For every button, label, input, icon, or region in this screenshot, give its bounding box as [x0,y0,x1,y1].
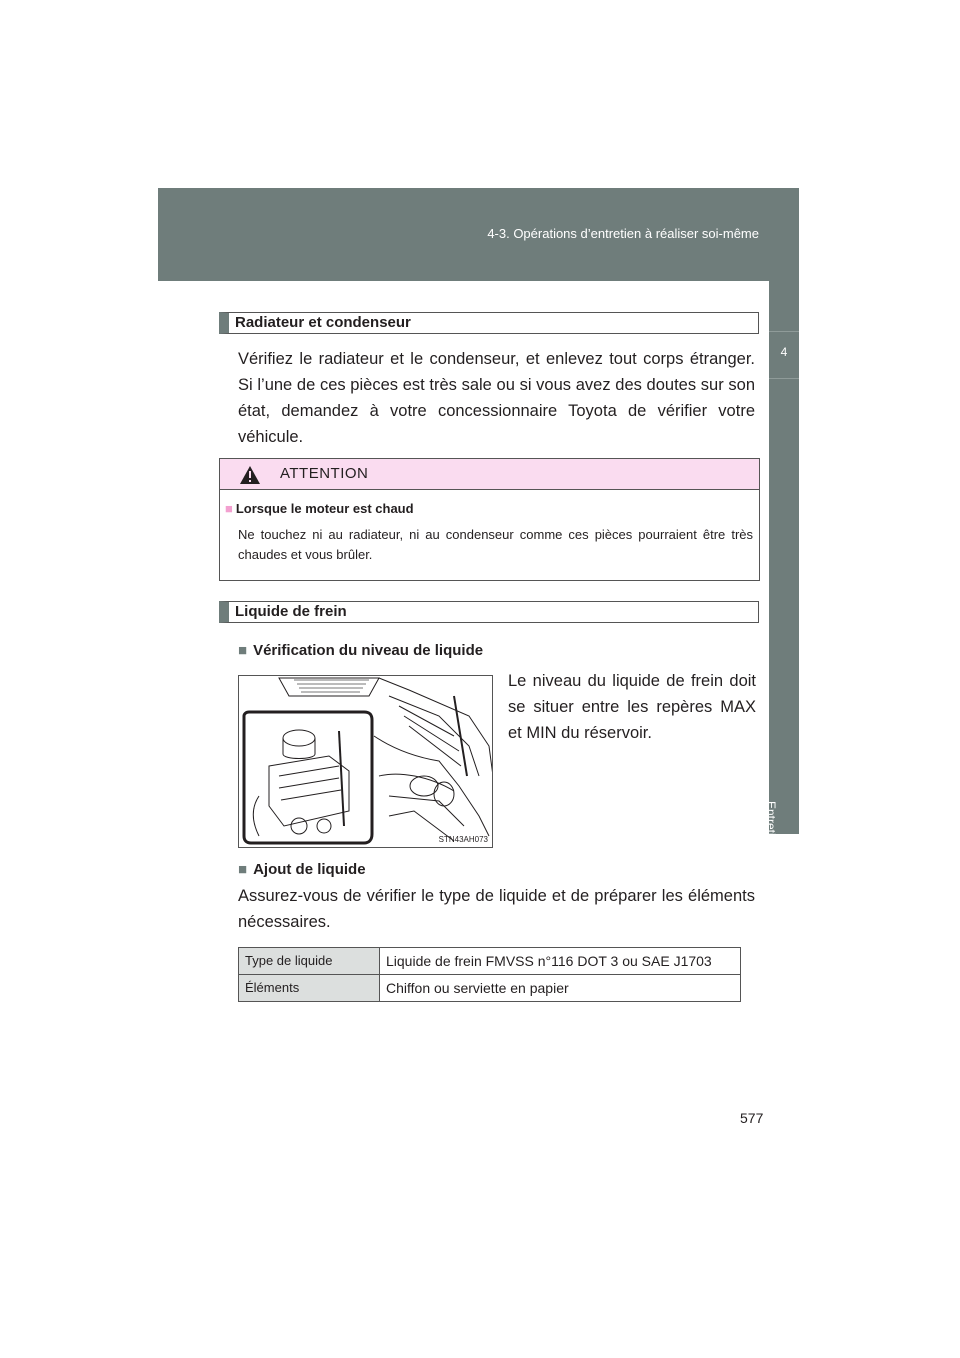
caution-box [219,458,760,581]
chapter-number: 4 [780,345,788,359]
chapter-side-tab [764,281,799,894]
square-bullet-icon: ■ [238,642,248,659]
page-number: 577 [740,1110,764,1126]
header-band [158,188,799,281]
table-key-cell: Éléments [239,975,380,1002]
chapter-label: Entretien et soins [764,801,778,894]
table-value-cell: Chiffon ou serviette en papier [380,975,741,1002]
check-heading-text: Vérification du niveau de liquide [253,642,484,659]
caution-header [220,459,759,490]
caution-subtitle-row [225,501,414,516]
engine-bay-drawing [239,676,493,848]
brake-reservoir-illustration [238,675,493,848]
warning-triangle-icon [239,465,261,485]
caution-title: ATTENTION [280,465,369,482]
radiator-paragraph: Vérifiez le radiateur et le condenseur, et enlevez tout corps étranger. Si l’une de ces pièces est très sale ou si vous avez des doutes sur son état, demandez à votre concessionnaire Toyota de vérifier votre véhicule. [238,350,755,446]
caution-subtitle: Lorsque le moteur est chaud [235,501,414,516]
table-row [239,948,741,975]
subheading-check-level [238,642,483,659]
add-fluid-paragraph: Assurez-vous de vérifier le type de liquide et de préparer les éléments nécessaires. [238,887,755,931]
square-bullet-icon: ■ [225,501,233,516]
table-key-cell: Type de liquide [239,948,380,975]
square-bullet-icon: ■ [238,861,248,878]
section-heading-brake-fluid: Liquide de frein [219,601,759,623]
check-level-paragraph: Le niveau du liquide de frein doit se situer entre les repères MAX et MIN du réservoir. [508,672,756,742]
table-value-cell: Liquide de frein FMVSS n°116 DOT 3 ou SAE J1703 [380,948,741,975]
subheading-add-fluid [238,861,366,878]
caution-body: Ne touchez ni au radiateur, ni au condenseur comme ces pièces pourraient être très chaudes et vous brûler. [238,527,753,562]
header-title: 4-3. Opérations d’entretien à réaliser soi-même [487,226,759,241]
table-row [239,975,741,1002]
add-heading-text: Ajout de liquide [253,861,366,878]
figure-code: STN43AH073 [438,835,488,844]
section-heading-radiator: Radiateur et condenseur [219,312,759,334]
fluid-spec-table [238,947,741,1002]
